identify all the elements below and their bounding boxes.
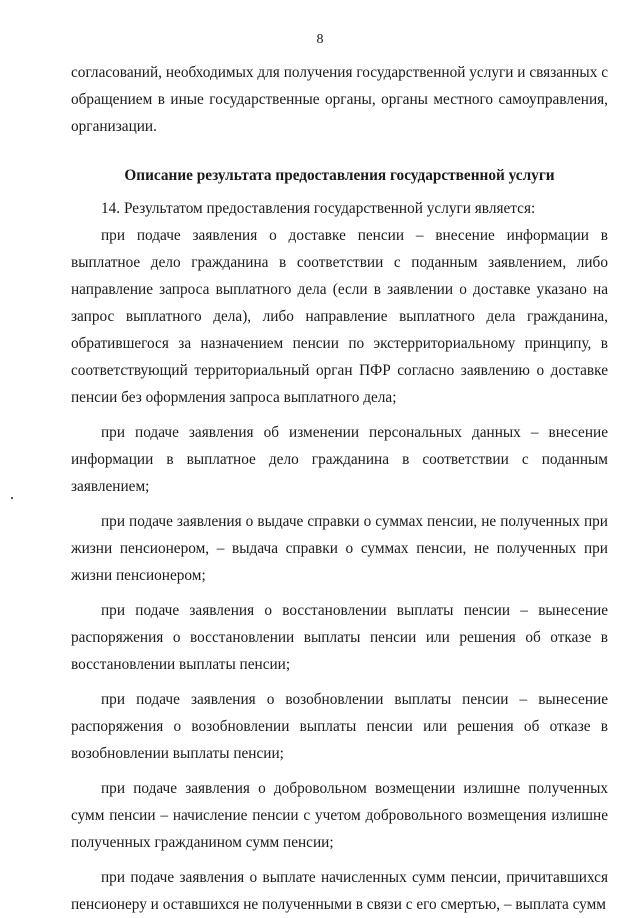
paragraph-pension-delivery: при подаче заявления о доставке пенсии – внесение информации в выплатное дело гражданина в соответствии с поданным заявлением, либо направление запроса выплатного дела (если в заявлении о доставке указано на запрос выплатного дела), либо направление выплатного дела гражданина, обратившегося за назначением пенсии по экстерриториальному принципу, в соответствующий территориальный орган ПФР согласно заявлению о доставке пенсии без оформления запроса выплатного дела;	[71, 227, 608, 406]
paragraph-voluntary-refund: при подаче заявления о добровольном возмещении излишне полученных сумм пенсии – начисление пенсии с учетом добровольного возмещения излишне полученных гражданином сумм пенсии;	[71, 780, 608, 851]
paragraph-personal-data: при подаче заявления об изменении персональных данных – внесение информации в выплатное дело гражданина в соответствии с поданным заявлением;	[71, 424, 608, 495]
paragraph-restoration: при подаче заявления о восстановлении выплаты пенсии – вынесение распоряжения о восстановлении выплаты пенсии или решения об отказе в восстановлении выплаты пенсии;	[71, 602, 608, 673]
paragraph-continuation: согласований, необходимых для получения государственной услуги и связанных с обращением в иные государственные органы, органы местного самоуправления, организации.	[71, 64, 608, 135]
page-number: 8	[316, 32, 324, 47]
section-heading: Описание результата предоставления государственной услуги	[124, 167, 555, 184]
paragraph-resumption: при подаче заявления о возобновлении выплаты пенсии – вынесение распоряжения о возобновлении выплаты пенсии или решения об отказе в возобновлении выплаты пенсии;	[71, 691, 608, 762]
paragraph-pension-certificate: при подаче заявления о выдаче справки о суммах пенсии, не полученных при жизни пенсионером, – выдача справки о суммах пенсии, не полученных при жизни пенсионером;	[71, 513, 608, 584]
paragraph-accrued-payment: при подаче заявления о выплате начисленных сумм пенсии, причитавшихся пенсионеру и оставшихся не полученными в связи с его смертью, – выплата сумм	[71, 869, 608, 913]
paragraph-item-14: 14. Результатом предоставления государственной услуги является:	[101, 200, 536, 217]
scan-speck	[11, 497, 13, 499]
document-body	[71, 59, 608, 918]
